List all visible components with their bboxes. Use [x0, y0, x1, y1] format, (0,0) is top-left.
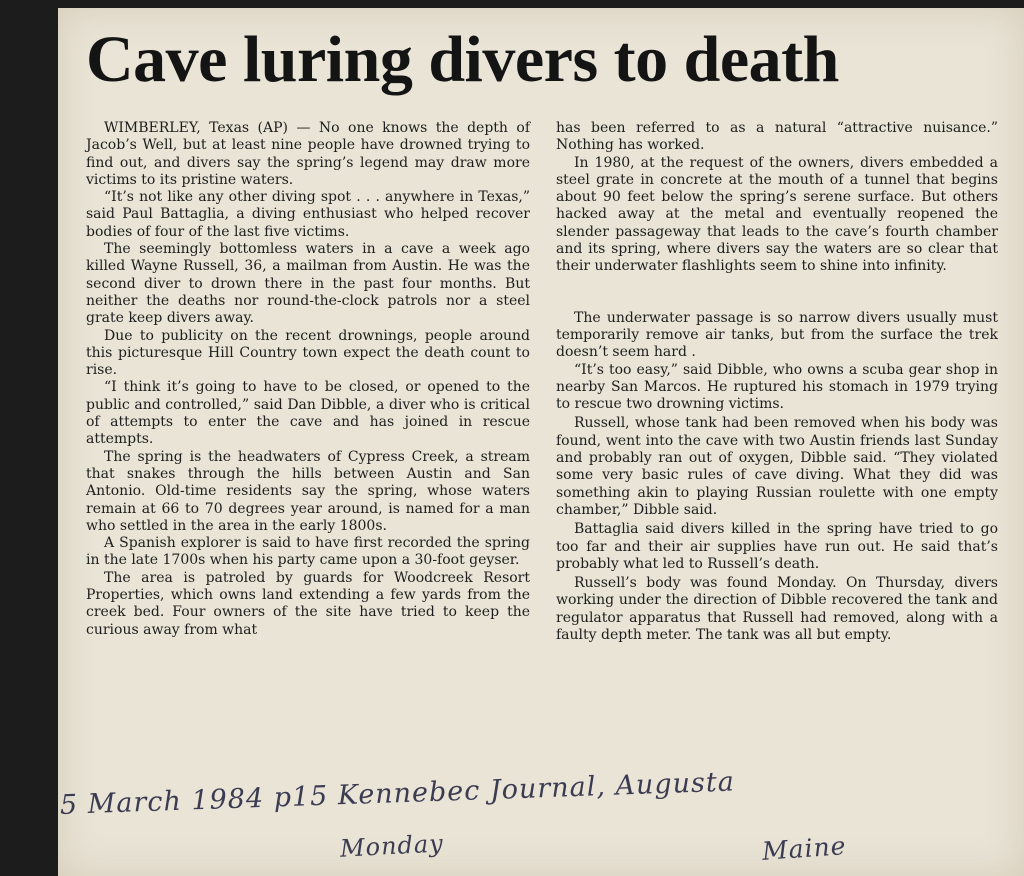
- newspaper-clipping: [58, 8, 1024, 876]
- paragraph: has been referred to as a natural “attractive nuisance.” Nothing has worked.: [556, 120, 998, 154]
- paragraph: WIMBERLEY, Texas (AP) — No one knows the depth of Jacob’s Well, but at least nine people have drowned trying to find out, and divers say the spring’s legend may draw more victims to its pristine waters.: [86, 120, 530, 188]
- paragraph: Due to publicity on the recent drownings, people around this picturesque Hill Country town expect the death count to rise.: [86, 327, 530, 379]
- paragraph: The seemingly bottomless waters in a cave a week ago killed Wayne Russell, 36, a mailman from Austin. He was the second diver to drown there in the past four months. But neither the deaths nor round-the-clock patrols nor a steel grate keep divers away.: [86, 241, 530, 327]
- article-column-right: [556, 120, 998, 644]
- paragraph: Russell’s body was found Monday. On Thursday, divers working under the direction of Dibble recovered the tank and regulator apparatus that Russell had removed, along with a faulty depth meter. The tank was all but empty.: [556, 575, 998, 644]
- handwritten-state: Maine: [761, 831, 848, 866]
- paragraph: The area is patroled by guards for Woodcreek Resort Properties, which owns land extending a few yards from the creek bed. Four owners of the site have tried to keep the curious away from what: [86, 569, 530, 638]
- paragraph: “It’s not like any other diving spot . . . anywhere in Texas,” said Paul Battaglia, a diving enthusiast who helped recover bodies of four of the last five victims.: [86, 189, 530, 240]
- handwritten-day: Monday: [339, 829, 445, 863]
- paragraph: A Spanish explorer is said to have first recorded the spring in the late 1700s when his party came upon a 30-foot geyser.: [86, 535, 530, 569]
- paragraph: In 1980, at the request of the owners, divers embedded a steel grate in concrete at the mouth of a tunnel that begins about 90 feet below the spring’s serene surface. But others hacked away at the metal and eventually reopened the slender passageway that leads to the cave’s fourth chamber and its spring, where divers say the waters are so clear that their underwater flashlights seem to shine into infinity.: [556, 154, 998, 275]
- paragraph: “It’s too easy,” said Dibble, who owns a scuba gear shop in nearby San Marcos. He ruptured his stomach in 1979 trying to rescue two drowning victims.: [556, 361, 998, 413]
- paragraph: The underwater passage is so narrow divers usually must temporarily remove air tanks, but from the surface the trek doesn’t seem hard .: [556, 309, 998, 361]
- paragraph: Battaglia said divers killed in the spring have tried to go too far and their air supplies have run out. He said that’s probably what led to Russell’s death.: [556, 521, 998, 572]
- handwritten-citation: 5 March 1984 p15 Kennebec Journal, Augusta: [59, 766, 736, 821]
- paragraph: Russell, whose tank had been removed when his body was found, went into the cave with two Austin friends last Sunday and probably ran out of oxygen, Dibble said. “They violated some very basic rules of cave diving. What they did was something akin to playing Russian roulette with one empty chamber,” Dibble said.: [556, 415, 998, 518]
- paragraph: “I think it’s going to have to be closed, or opened to the public and controlled,” said Dan Dibble, a diver who is critical of attempts to enter the cave and has joined in rescue attempts.: [86, 379, 530, 448]
- headline: Cave luring divers to death: [86, 23, 839, 96]
- article-column-left: [86, 120, 530, 639]
- paragraph: The spring is the headwaters of Cypress Creek, a stream that snakes through the hills between Austin and San Antonio. Old-time residents say the spring, whose waters remain at 66 to 70 degrees year around, is named for a man who settled in the area in the early 1800s.: [86, 448, 530, 534]
